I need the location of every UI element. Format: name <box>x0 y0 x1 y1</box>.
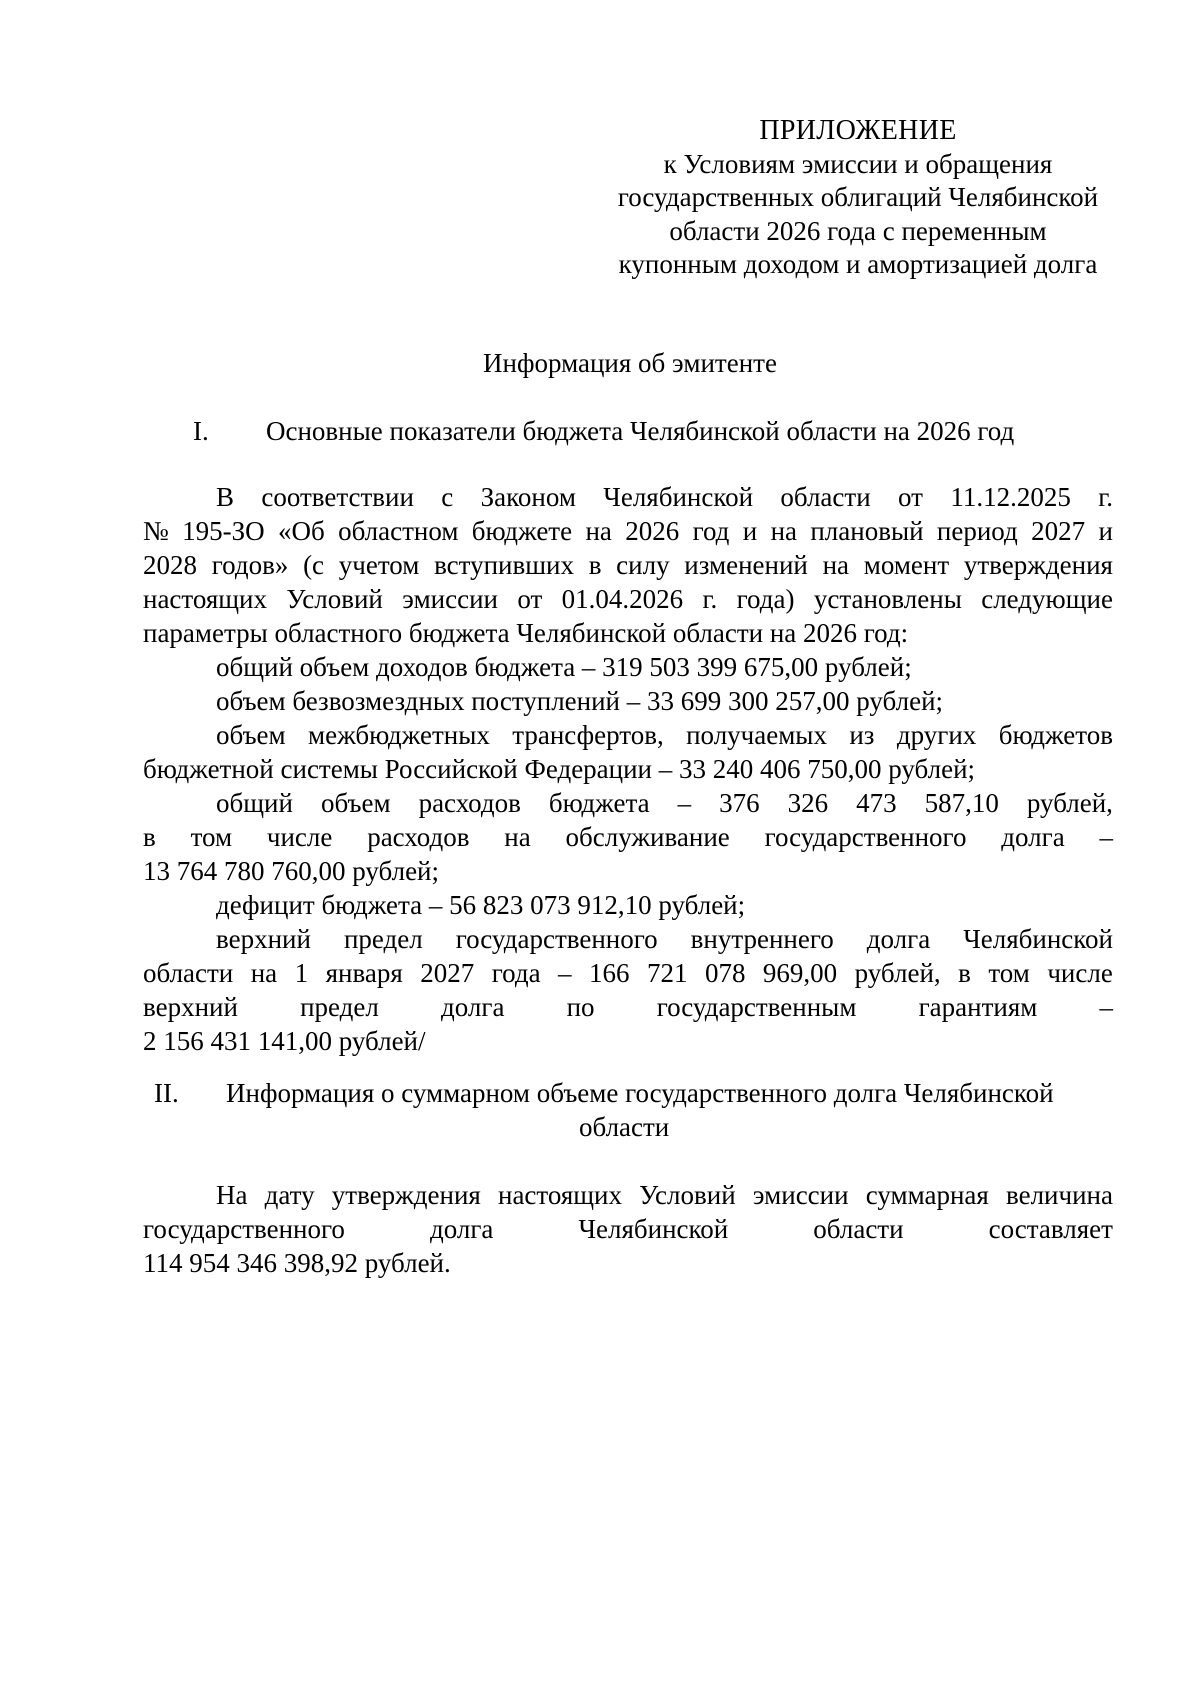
word: том <box>190 822 233 852</box>
word: том <box>988 958 1030 988</box>
word: 078 <box>704 958 746 988</box>
word: 01.04.2026 <box>561 584 684 614</box>
word: – <box>558 958 572 988</box>
word: установлены <box>813 584 962 614</box>
word: долга <box>1001 822 1065 852</box>
word: области <box>780 482 871 512</box>
word: января <box>325 958 403 988</box>
word: числе <box>1047 958 1113 988</box>
word: межбюджетных <box>308 720 490 750</box>
word: Челябинской <box>963 924 1113 954</box>
word: № <box>143 516 169 546</box>
word: 376 <box>719 788 760 818</box>
appendix-header <box>598 114 1118 282</box>
word: общий <box>216 788 293 818</box>
word: области <box>143 958 234 988</box>
paragraph-line <box>143 548 1113 582</box>
word: внутреннего <box>690 924 834 954</box>
word: в <box>588 550 602 580</box>
word: эмиссии <box>752 1180 849 1210</box>
word: обслуживание <box>565 822 730 852</box>
paragraph-line <box>216 718 1113 752</box>
word: год <box>692 516 730 546</box>
word: верхний <box>216 924 311 954</box>
word: долга <box>441 992 505 1022</box>
word: в <box>958 958 971 988</box>
word: «Об <box>277 516 325 546</box>
word: настоящих <box>143 584 268 614</box>
paragraph-line <box>216 480 1113 514</box>
word: г. <box>702 584 718 614</box>
word: настоящих <box>498 1180 623 1210</box>
word: плановый <box>810 516 924 546</box>
word: утверждения <box>963 550 1113 580</box>
word: вступивших <box>434 550 574 580</box>
word: дату <box>264 1180 315 1210</box>
paragraph-line: дефицит бюджета – 56 823 073 912,10 рублей; <box>216 890 746 920</box>
paragraph-line: объем безвозмездных поступлений – 33 699 300 257,00 рублей; <box>216 686 944 716</box>
word: Условий <box>639 1180 736 1210</box>
word: государственного <box>143 1214 345 1244</box>
word: учетом <box>338 550 420 580</box>
paragraph-line: 114 954 346 398,92 рублей. <box>143 1248 451 1278</box>
word: 587,10 <box>924 788 999 818</box>
word: 1 <box>294 958 309 988</box>
paragraph-line: параметры областного бюджета Челябинской области на 2026 год: <box>143 618 909 648</box>
word: 969,00 <box>762 958 838 988</box>
word: Челябинской <box>603 482 754 512</box>
word: составляет <box>988 1214 1113 1244</box>
word: на <box>770 516 798 546</box>
word: На <box>216 1180 248 1210</box>
word: В <box>216 482 235 512</box>
word: из <box>849 720 875 750</box>
word: на <box>504 822 531 852</box>
word: года) <box>736 584 795 614</box>
word: на <box>585 516 612 546</box>
word: верхний <box>143 992 238 1022</box>
appendix-title: ПРИЛОЖЕНИЕ <box>759 115 957 146</box>
paragraph-line: 13 764 780 760,00 рублей; <box>143 856 440 886</box>
paragraph-line <box>216 786 1113 820</box>
word: на <box>822 550 850 580</box>
document-heading: Информация об эмитенте <box>483 348 777 378</box>
paragraph-line <box>143 1212 1113 1246</box>
paragraph-line <box>143 956 1113 990</box>
appendix-line: купонным доходом и амортизацией долга <box>618 249 1098 279</box>
section-2-title-continued: области <box>579 1112 670 1142</box>
word: рублей, <box>1026 788 1113 818</box>
word: объем <box>320 788 391 818</box>
word: расходов <box>367 822 470 852</box>
word: от <box>517 584 543 614</box>
section-2-number: II. <box>154 1078 179 1108</box>
word: Законом <box>480 482 576 512</box>
word: 2028 <box>143 550 197 580</box>
section-2-title: Информация о суммарном объеме государственного долга Челябинской <box>226 1078 1054 1108</box>
paragraph-line: бюджетной системы Российской Федерации – 33 240 406 750,00 рублей; <box>143 754 976 784</box>
word: 2027 <box>1031 516 1086 546</box>
word: эмиссии <box>402 584 498 614</box>
word: 166 <box>589 958 630 988</box>
paragraph-line: общий объем доходов бюджета – 319 503 399 675,00 рублей; <box>216 652 912 682</box>
paragraph-line: 2 156 431 141,00 рублей/ <box>143 1026 426 1056</box>
word: года <box>491 958 541 988</box>
paragraph-line <box>143 820 1113 854</box>
word: бюджете <box>471 516 573 546</box>
word: бюджетов <box>998 720 1113 750</box>
paragraph-line <box>216 922 1113 956</box>
paragraph-line <box>143 990 1113 1024</box>
paragraph-line <box>216 1178 1113 1212</box>
word: – <box>677 788 692 818</box>
word: государственного <box>764 822 967 852</box>
word: утверждения <box>331 1180 481 1210</box>
word: с <box>441 482 454 512</box>
word: трансфертов, <box>512 720 664 750</box>
word: объем <box>216 720 286 750</box>
section-1-number: I. <box>193 416 209 446</box>
word: от <box>898 482 923 512</box>
word: по <box>566 992 595 1022</box>
word: 2026 <box>625 516 680 546</box>
paragraph-line <box>143 514 1113 548</box>
word: соответствии <box>261 482 414 512</box>
appendix-line: области 2026 года с переменным <box>669 215 1047 246</box>
word: получаемых <box>686 720 827 750</box>
word: 721 <box>646 958 688 988</box>
paragraph-line <box>143 582 1113 616</box>
word: государственным <box>656 992 857 1022</box>
word: (с <box>303 550 325 580</box>
word: долга <box>866 924 931 954</box>
word: предел <box>343 924 423 954</box>
appendix-line: государственных облигаций Челябинской <box>617 182 1099 212</box>
word: предел <box>300 992 379 1022</box>
word: момент <box>863 550 950 580</box>
word: и <box>742 516 758 546</box>
word: период <box>936 516 1018 546</box>
word: годов» <box>211 550 289 580</box>
word: расходов <box>418 788 521 818</box>
word: числе <box>266 822 333 852</box>
word: и <box>1098 516 1113 546</box>
word: государственного <box>455 924 658 954</box>
word: рублей, <box>854 958 941 988</box>
word: бюджета <box>548 788 650 818</box>
word: величина <box>1006 1180 1113 1210</box>
word: 326 <box>787 788 829 818</box>
word: силу <box>616 550 670 580</box>
word: Условий <box>286 584 383 614</box>
word: – <box>1099 822 1113 852</box>
word: изменений <box>684 550 808 580</box>
word: гарантиям <box>918 992 1038 1022</box>
word: следующие <box>981 584 1113 614</box>
word: 195-ЗО <box>182 516 265 546</box>
word: 2027 <box>420 958 475 988</box>
appendix-line: к Условиям эмиссии и обращения <box>663 148 1053 179</box>
word: суммарная <box>865 1180 989 1210</box>
word: на <box>250 958 278 988</box>
word: в <box>143 822 156 852</box>
word: области <box>813 1214 904 1244</box>
word: других <box>896 720 977 750</box>
word: областном <box>338 516 459 546</box>
word: 11.12.2025 <box>950 482 1071 512</box>
word: г. <box>1098 482 1113 512</box>
word: – <box>1099 992 1113 1022</box>
section-2-heading <box>0 1076 1200 1156</box>
word: 473 <box>856 788 897 818</box>
word: Челябинской <box>578 1214 729 1244</box>
section-1-title: Основные показатели бюджета Челябинской области на 2026 год <box>266 416 1015 446</box>
word: долга <box>429 1214 494 1244</box>
